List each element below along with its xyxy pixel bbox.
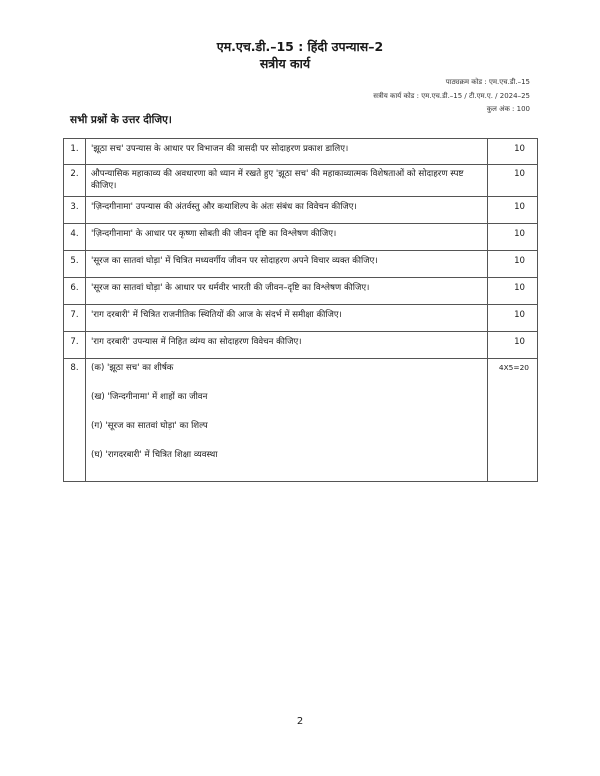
table-row <box>64 224 538 251</box>
question-marks: 10 <box>488 224 538 251</box>
table-row <box>64 251 538 278</box>
course-code: पाठ्यक्रम कोड : एम.एच.डी.–15 <box>445 78 530 86</box>
short-note-item: (क) 'झूठा सच' का शीर्षक <box>91 363 174 373</box>
question-number: 4. <box>64 224 86 251</box>
question-text: 'ज़िन्दगीनामा' उपन्यास की अंतर्वस्तु और कथाशिल्प के अंतः संबंध का विवेचन कीजिए। <box>86 197 488 224</box>
table-row <box>64 305 538 332</box>
assignment-code: सत्रीय कार्य कोड : एम.एच.डी.–15 / टी.एम.ए. / 2024–25 <box>373 91 530 100</box>
question-number: 2. <box>64 165 86 197</box>
question-marks: 10 <box>488 139 538 165</box>
question-marks: 10 <box>488 278 538 305</box>
table-row <box>64 278 538 305</box>
page-number: 2 <box>296 716 304 727</box>
assignment-subtitle: सत्रीय कार्य <box>259 56 311 71</box>
course-title: एम.एच.डी.–15 : हिंदी उपन्यास–2 <box>216 39 384 54</box>
table-row <box>64 197 538 224</box>
total-marks: कुल अंक : 100 <box>486 105 530 113</box>
question-number: 7. <box>64 305 86 332</box>
question-number: 6. <box>64 278 86 305</box>
question-marks: 10 <box>488 251 538 278</box>
page-title <box>0 38 600 72</box>
questions-table <box>63 138 538 482</box>
question-text: 'सूरज का सातवां घोड़ा' में चित्रित मध्यवर्गीय जीवन पर सोदाहरण अपने विचार व्यक्त कीजिए। <box>86 251 488 278</box>
short-note-item: (ग) 'सूरज का सातवां घोड़ा' का शिल्प <box>91 421 208 431</box>
table-row <box>64 359 538 482</box>
question-number: 3. <box>64 197 86 224</box>
short-note-item: (ख) 'जिन्दगीनामा' में शाहों का जीवन <box>91 392 208 402</box>
question-text: औपन्यासिक महाकाव्य की अवधारणा को ध्यान में रखते हुए 'झूठा सच' की महाकाव्यात्मक विशेषताओं को सोदाहरण स्पष्ट कीजिए। <box>86 165 488 197</box>
question-marks: 10 <box>488 332 538 359</box>
question-marks: 10 <box>488 305 538 332</box>
question-text: 'झूठा सच' उपन्यास के आधार पर विभाजन की त्रासदी पर सोदाहरण प्रकाश डालिए। <box>86 139 488 165</box>
instruction-text: सभी प्रश्नों के उत्तर दीजिए। <box>70 114 172 126</box>
question-marks: 10 <box>488 165 538 197</box>
question-number: 1. <box>64 139 86 165</box>
question-marks: 4X5=20 <box>488 359 538 482</box>
table-row <box>64 332 538 359</box>
short-notes-list <box>86 359 488 482</box>
question-text: 'राग दरबारी' उपन्यास में निहित व्यंग्य का सोदाहरण विवेचन कीजिए। <box>86 332 488 359</box>
question-text: 'ज़िन्दगीनामा' के आधार पर कृष्णा सोबती की जीवन दृष्टि का विश्लेषण कीजिए। <box>86 224 488 251</box>
course-meta <box>373 76 530 117</box>
table-row <box>64 139 538 165</box>
question-text: 'राग दरबारी' में चित्रित राजनीतिक स्थितियों की आज के संदर्भ में समीक्षा कीजिए। <box>86 305 488 332</box>
question-number: 5. <box>64 251 86 278</box>
table-row <box>64 165 538 197</box>
question-number: 8. <box>64 359 86 482</box>
question-marks: 10 <box>488 197 538 224</box>
question-number: 7. <box>64 332 86 359</box>
short-note-item: (घ) 'रागदरबारी' में चित्रित शिक्षा व्यवस्था <box>91 450 218 460</box>
question-text: 'सूरज का सातवां घोड़ा' के आधार पर धर्मवीर भारती की जीवन–दृष्टि का विश्लेषण कीजिए। <box>86 278 488 305</box>
